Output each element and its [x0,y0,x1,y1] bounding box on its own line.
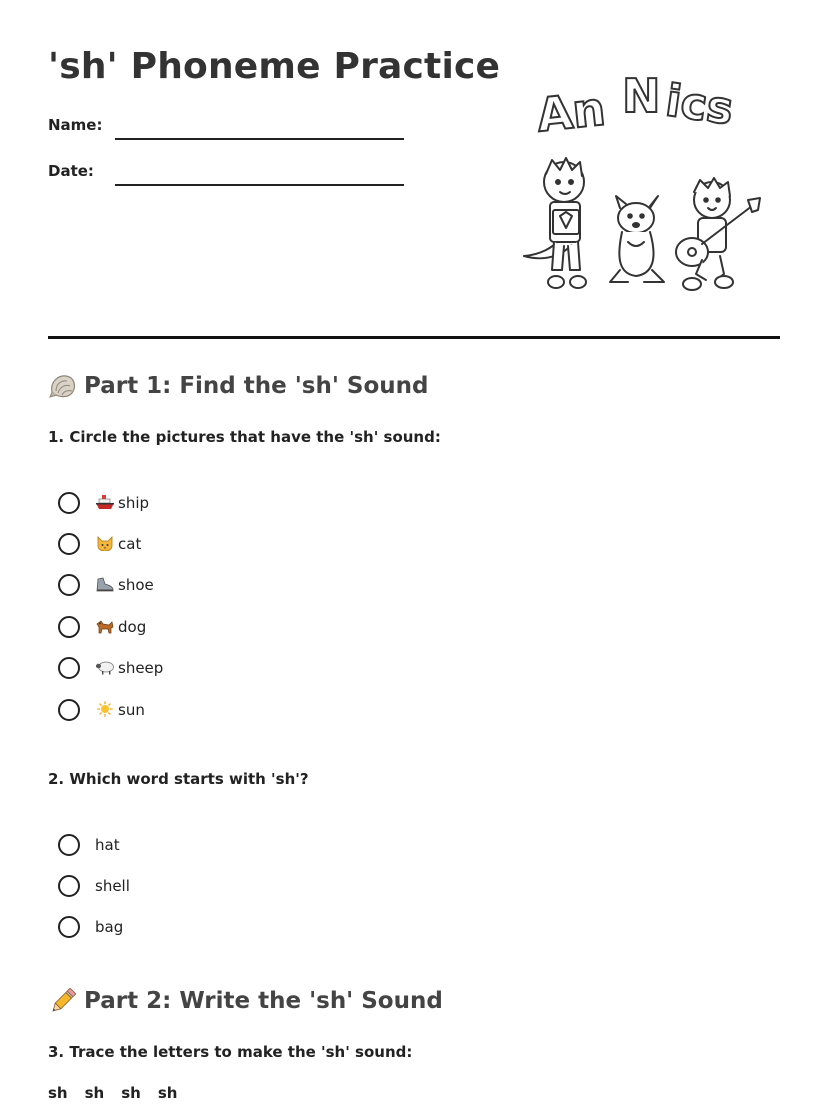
q1-option-label: cat [118,535,142,554]
part1-title [48,372,428,400]
q2-option-hat[interactable] [48,824,130,865]
q1-option-label: ship [118,493,150,512]
svg-text:N: N [622,69,661,123]
q1-option-sheep[interactable] [48,648,163,689]
q2-option-label: shell [95,877,130,896]
svg-text:ics: ics [662,75,737,136]
trace-letters[interactable]: sh [121,1084,141,1102]
q1-option-label: dog [118,617,147,636]
question-1: 1. Circle the pictures that have the 'sh' sound: [48,428,441,446]
header-divider [48,336,780,339]
worksheet-page [48,0,780,1118]
an-nics-logo [516,60,776,300]
q1-option-dog[interactable] [48,606,163,647]
part1-title-text: Part 1: Find the 'sh' Sound [84,373,429,399]
trace-letters[interactable]: sh [157,1084,178,1102]
q2-option-label: bag [95,918,124,937]
sun-icon [95,701,115,717]
date-label: Date: [48,162,94,180]
q1-option-sun[interactable] [48,689,163,730]
date-field [48,158,408,188]
page-title: 'sh' Phoneme Practice [48,46,501,87]
date-line[interactable] [115,184,404,186]
cat-icon [95,535,115,551]
part2-title [48,987,443,1015]
radio-circle[interactable] [58,875,80,897]
pencil-icon [48,987,78,1015]
q1-option-label: shoe [118,576,154,595]
sheep-icon [95,659,115,675]
shoe-icon [95,576,115,592]
q2-option-label: hat [95,835,120,854]
name-label: Name: [48,116,103,134]
svg-text:An: An [534,81,608,143]
ship-icon [95,494,115,510]
q1-option-shoe[interactable] [48,565,163,606]
part2-title-text: Part 2: Write the 'sh' Sound [84,988,443,1014]
name-line[interactable] [115,138,404,140]
q1-option-cat[interactable] [48,523,163,564]
dog-icon [95,618,115,634]
radio-circle[interactable] [58,657,80,679]
trace-letters[interactable]: sh [84,1084,105,1102]
radio-circle[interactable] [58,616,80,638]
q1-option-ship[interactable] [48,482,163,523]
radio-circle[interactable] [58,492,80,514]
radio-circle[interactable] [58,574,80,596]
question-2: 2. Which word starts with 'sh'? [48,770,309,788]
radio-circle[interactable] [58,699,80,721]
q1-options [48,482,163,730]
trace-row [48,1084,194,1102]
q1-option-label: sun [118,700,145,719]
radio-circle[interactable] [58,916,80,938]
radio-circle[interactable] [58,533,80,555]
question-3: 3. Trace the letters to make the 'sh' sound: [48,1043,413,1061]
q1-option-label: sheep [118,659,164,678]
q2-option-bag[interactable] [48,907,130,948]
radio-circle[interactable] [58,834,80,856]
worksheet-header [48,0,780,340]
q2-option-shell[interactable] [48,865,130,906]
q2-options [48,824,130,948]
trace-letters[interactable]: sh [48,1084,68,1102]
shell-icon [48,372,78,400]
name-field [48,112,408,142]
